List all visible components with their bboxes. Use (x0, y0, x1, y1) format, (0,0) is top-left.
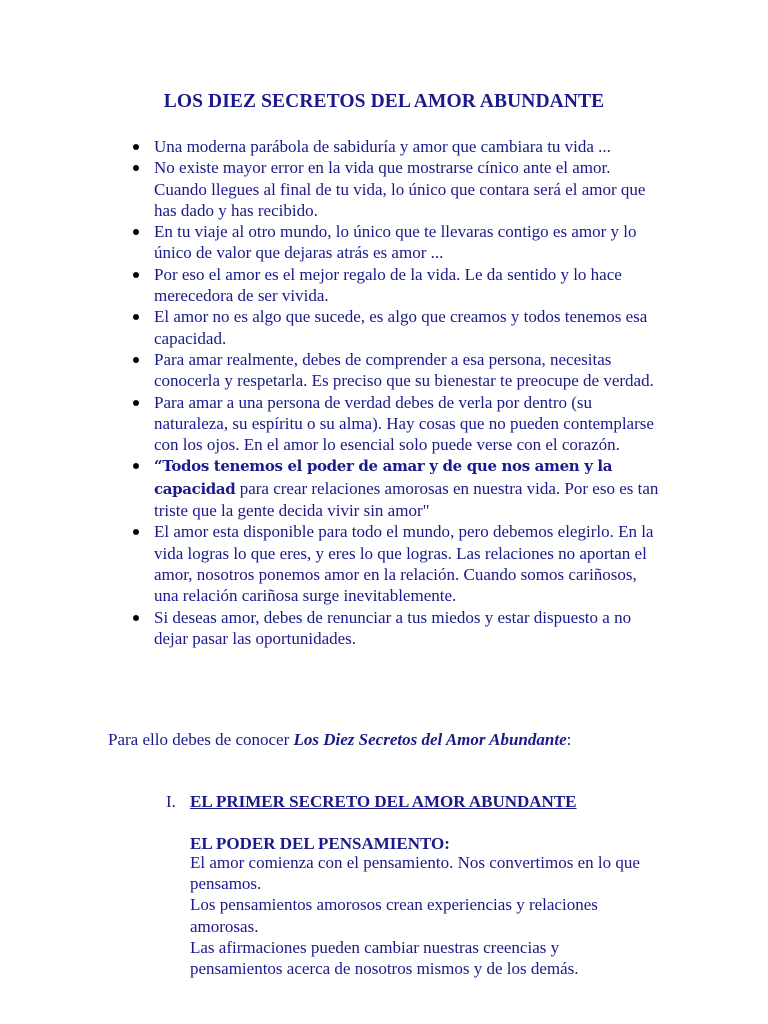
list-item (154, 157, 664, 221)
bullet-icon (133, 165, 139, 171)
list-item-emphasis: “Todos tenemos el poder de amar y de que nos amen y la capacidad (154, 457, 613, 498)
bullet-icon (133, 144, 139, 150)
list-item-text: El amor esta disponible para todo el mundo, pero debemos elegirlo. En la vida logras lo que eres, y eres lo que logras. Las relaciones no aportan el amor, nosotros ponemos amor en la relación. Cuando somos cariñosos, una relación cariñosa surge inevitablemente. (154, 522, 654, 606)
section-subtitle: EL PODER DEL PENSAMIENTO: (190, 834, 450, 853)
bullet-icon (133, 272, 139, 278)
intro-suffix: : (566, 730, 572, 749)
bullet-icon (133, 529, 139, 535)
list-item-text: En tu viaje al otro mundo, lo único que te llevaras contigo es amor y lo único de valor que dejaras atrás es amor ... (154, 222, 637, 263)
list-item (154, 221, 664, 264)
list-item-text: para crear relaciones amorosas en nuestra vida. Por eso es tan triste que la gente decida vivir sin amor" (154, 478, 659, 521)
bullet-icon (133, 357, 139, 363)
body-paragraph: Las afirmaciones pueden cambiar nuestras creencias y pensamientos acerca de nosotros mismos y de los demás. (190, 937, 579, 979)
list-item-text: Para amar realmente, debes de comprender a esa persona, necesitas conocerla y respetarla. Es preciso que su bienestar te preocupe de verdad. (154, 349, 654, 391)
section-body (190, 852, 650, 979)
list-item-text: Para amar a una persona de verdad debes de verla por dentro (su naturaleza, su espíritu o su alma). Hay cosas que no pueden contemplarse con los ojos. En el amor lo esencial solo puede verse con el corazón. (154, 392, 654, 455)
bullet-icon (133, 400, 139, 406)
intro-emphasis: Los Diez Secretos del Amor Abundante (293, 730, 567, 749)
list-item-text: Si deseas amor, debes de renunciar a tus miedos y estar dispuesto a no dejar pasar las oportunidades. (154, 607, 632, 648)
body-paragraph: El amor comienza con el pensamiento. Nos convertimos en lo que pensamos. (190, 853, 640, 894)
intro-prefix: Para ello debes de conocer (108, 730, 294, 749)
list-item-text: El amor no es algo que sucede, es algo que creamos y todos tenemos esa capacidad. (154, 307, 648, 348)
list-item-text: Una moderna parábola de sabiduría y amor que cambiara tu vida ... (154, 137, 611, 156)
intro-paragraph (108, 729, 571, 750)
document-title: LOS DIEZ SECRETOS DEL AMOR ABUNDANTE (163, 91, 605, 112)
body-paragraph: Los pensamientos amorosos crean experiencias y relaciones amorosas. (190, 895, 598, 936)
list-item-text: No existe mayor error en la vida que mostrarse cínico ante el amor. Cuando llegues al final de tu vida, lo único que contara será el amor que has dado y has recibido. (154, 158, 646, 220)
bullet-icon (133, 229, 139, 235)
list-item (154, 264, 664, 307)
list-item-text: Por eso el amor es el mejor regalo de la vida. Le da sentido y lo hace merecedora de ser vivida. (154, 264, 622, 306)
bullet-icon (133, 314, 139, 320)
list-item (154, 455, 664, 521)
list-item (154, 306, 664, 349)
list-item (154, 392, 664, 456)
list-item (154, 136, 664, 157)
list-item (154, 521, 664, 606)
list-item (154, 607, 664, 650)
bullet-list (154, 136, 664, 649)
bullet-icon (133, 615, 139, 621)
list-item (154, 349, 664, 392)
bullet-icon (133, 463, 139, 469)
section-title: EL PRIMER SECRETO DEL AMOR ABUNDANTE (190, 792, 577, 811)
section-number: I. (166, 792, 176, 811)
